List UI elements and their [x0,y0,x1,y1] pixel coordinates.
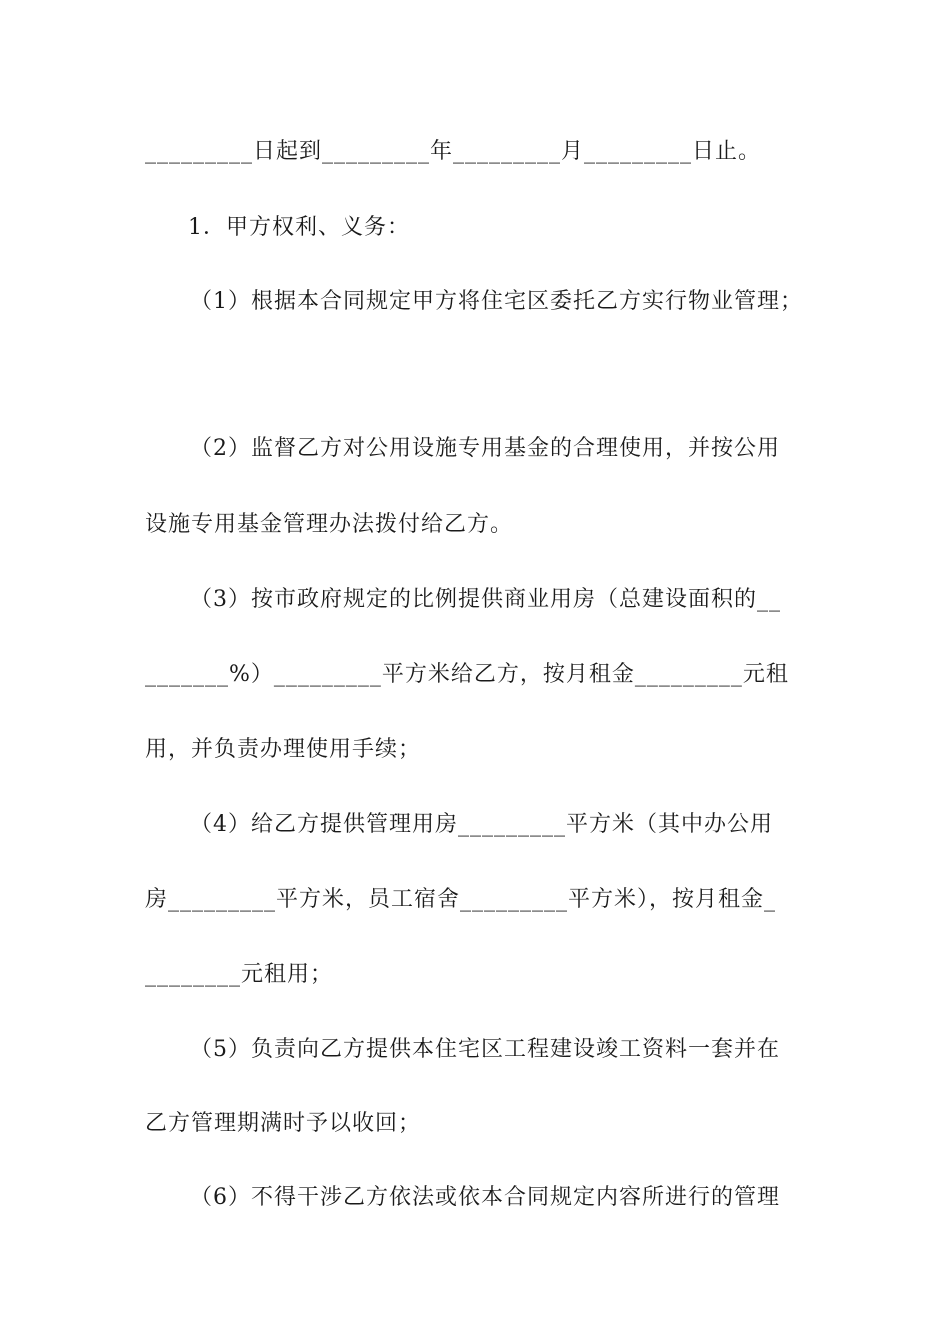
clause-4-line-2: 房_________平方米，员工宿舍_________平方米），按月租金_ [145,887,777,912]
clause-4-line-3: ________元租用； [145,962,334,987]
clause-5-line-1: （5）负责向乙方提供本住宅区工程建设竣工资料一套并在 [190,1037,780,1062]
clause-3-line-3: 用，并负责办理使用手续； [145,737,422,762]
clause-3-line-2: _______%）_________平方米给乙方，按月租金_________元租 [145,662,789,687]
clause-5-line-2: 乙方管理期满时予以收回； [145,1111,422,1136]
clause-1-line-1: （1）根据本合同规定甲方将住宅区委托乙方实行物业管理； [190,289,803,314]
clause-4-line-1: （4）给乙方提供管理用房_________平方米（其中办公用 [190,812,773,837]
clause-2-line-1: （2）监督乙方对公用设施专用基金的合理使用，并按公用 [190,436,780,461]
clause-6-line-1: （6）不得干涉乙方依法或依本合同规定内容所进行的管理 [190,1185,780,1210]
clause-3-line-1: （3）按市政府规定的比例提供商业用房（总建设面积的__ [190,587,781,612]
section-heading-party-a: 1．甲方权利、义务： [188,215,410,240]
text-line-date-range: _________日起到_________年_________月_________日止。 [145,139,762,164]
clause-2-line-2: 设施专用基金管理办法拨付给乙方。 [145,512,514,537]
